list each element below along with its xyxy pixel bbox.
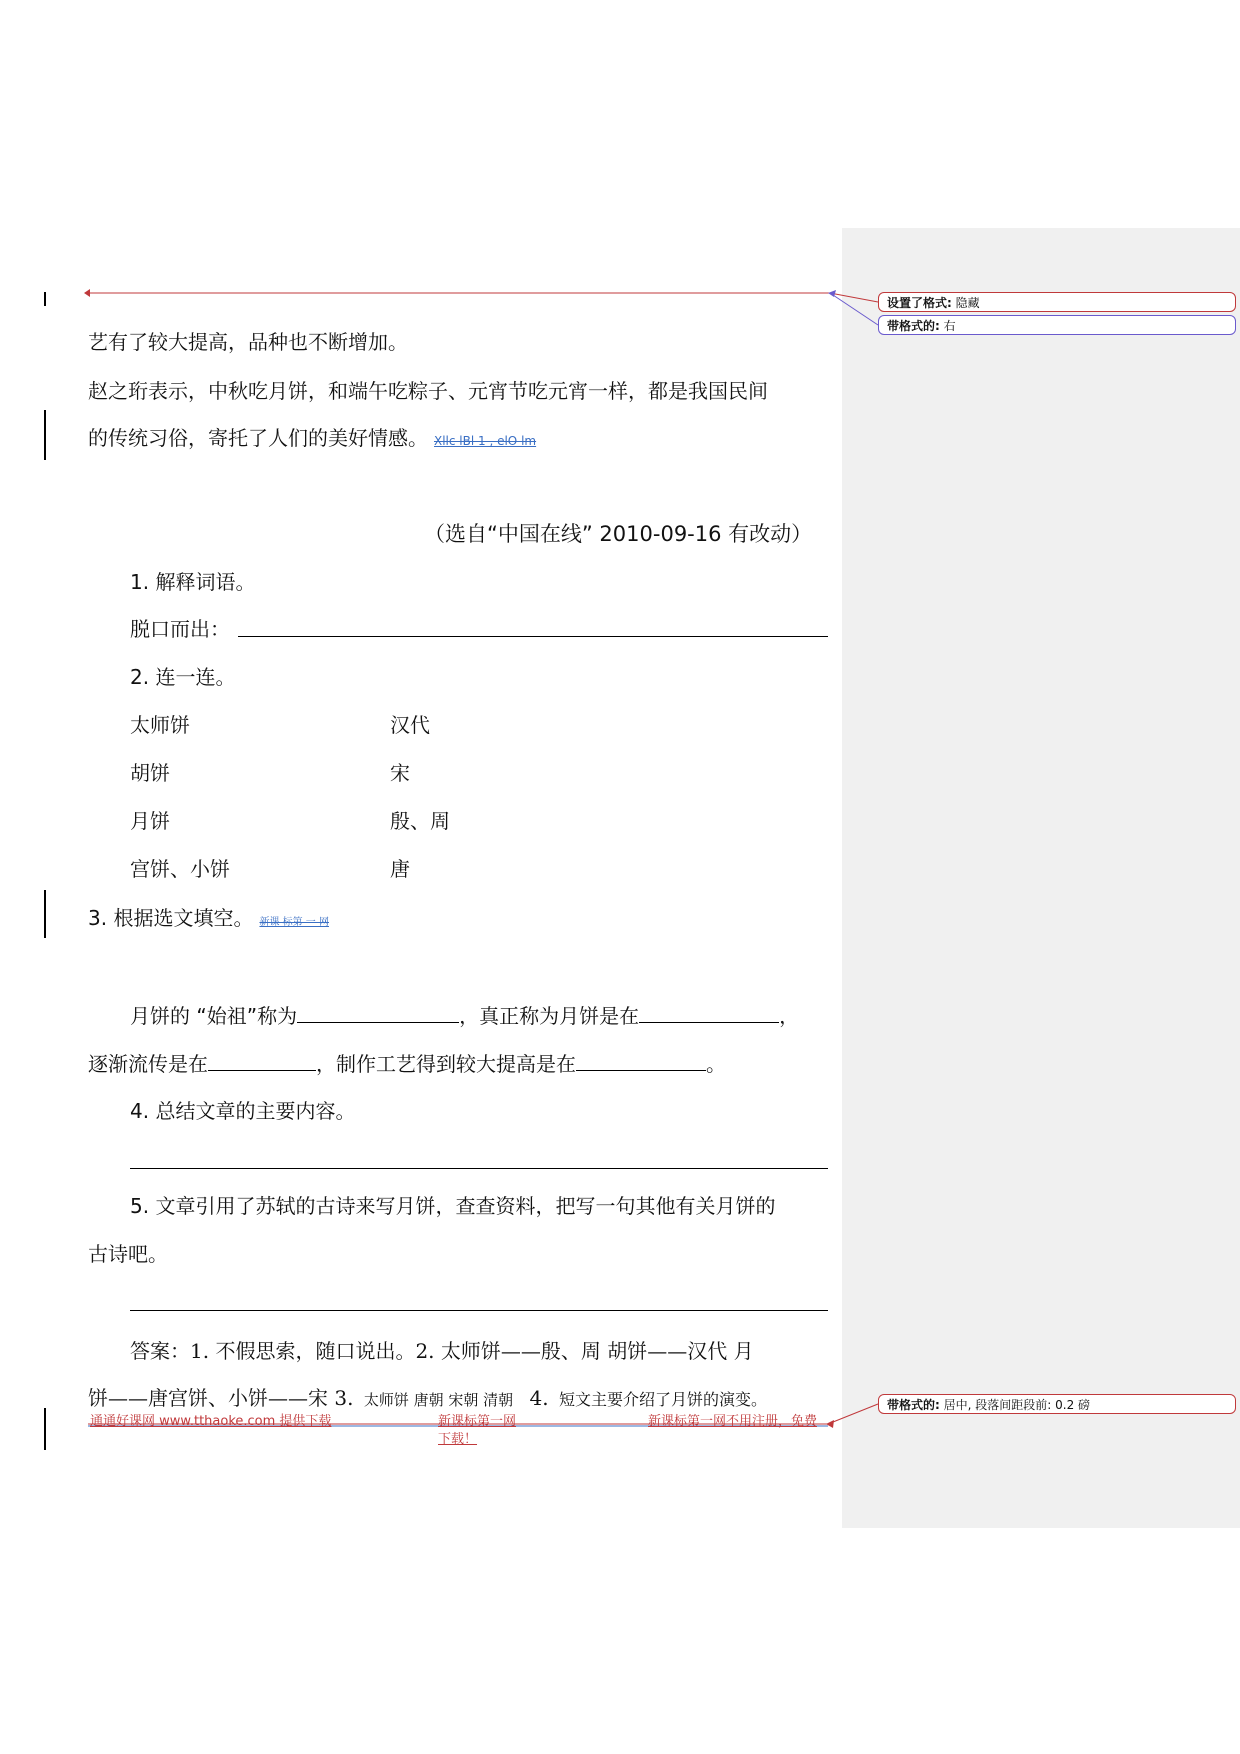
comment-label: 带格式的: xyxy=(887,319,940,333)
match-right-item[interactable]: 殷、周 xyxy=(390,809,450,833)
answer-blank[interactable] xyxy=(297,998,459,1023)
body-text: 的传统习俗，寄托了人们的美好情感。 xyxy=(88,426,428,450)
change-bar xyxy=(44,292,46,306)
answer-text: 短文主要介绍了月饼的演变。 xyxy=(558,1390,767,1409)
answer-text: 4. xyxy=(529,1386,549,1410)
comment-balloon[interactable] xyxy=(878,1394,1236,1414)
answer-key-line xyxy=(88,1382,767,1411)
match-right-item[interactable]: 唐 xyxy=(390,857,410,881)
fill-text: ，制作工艺得到较大提高是在 xyxy=(316,1052,576,1076)
comment-label: 带格式的: xyxy=(887,1398,940,1412)
comment-text: 居中, 段落间距段前: 0.2 磅 xyxy=(943,1398,1091,1412)
fill-text: ，真正称为月饼是在 xyxy=(459,1004,640,1028)
question-1-label: 脱口而出： xyxy=(130,617,230,641)
answer-blank[interactable] xyxy=(130,1286,828,1311)
fill-blank-line xyxy=(130,998,799,1029)
comment-text: 右 xyxy=(943,319,956,333)
match-right-item[interactable]: 汉代 xyxy=(390,713,430,737)
question-4-title: 4. 总结文章的主要内容。 xyxy=(130,1099,356,1123)
comment-label: 设置了格式: xyxy=(887,296,952,310)
fill-text: ， xyxy=(779,1004,800,1028)
answer-text: 太师饼 唐朝 宋朝 清朝 xyxy=(363,1391,514,1409)
fill-text: 月饼的 “始祖”称为 xyxy=(130,1004,298,1028)
question-5-text: 古诗吧。 xyxy=(88,1242,168,1266)
answer-blank[interactable] xyxy=(238,612,828,637)
fill-text: 逐渐流传是在 xyxy=(88,1052,208,1076)
markup-anchor-left xyxy=(84,289,90,297)
comment-text: 隐藏 xyxy=(955,296,980,310)
body-paragraph: 赵之珩表示，中秋吃月饼，和端午吃粽子、元宵节吃元宵一样，都是我国民间 xyxy=(88,379,768,403)
source-citation: （选自“中国在线” 2010-09-16 有改动） xyxy=(424,522,813,546)
footer-middle-link[interactable]: 新课标第一网 xyxy=(438,1414,517,1429)
match-left-item[interactable]: 胡饼 xyxy=(130,761,170,785)
comment-balloon[interactable] xyxy=(878,292,1236,312)
change-bar xyxy=(44,410,46,460)
fill-text: 。 xyxy=(706,1052,726,1076)
fill-blank-line xyxy=(88,1046,726,1077)
footer-right-link[interactable]: 新课标第一网不用注册，免费 xyxy=(648,1414,818,1429)
change-bar xyxy=(44,890,46,938)
tracked-insertion: 新课 标第 一 网 xyxy=(259,917,329,928)
question-5-text: 5. 文章引用了苏轼的古诗来写月饼，查查资料，把写一句其他有关月饼的 xyxy=(130,1194,776,1218)
body-paragraph xyxy=(88,422,536,451)
body-paragraph: 艺有了较大提高，品种也不断增加。 xyxy=(88,330,408,354)
question-3-title xyxy=(88,902,329,931)
question-2-title: 2. 连一连。 xyxy=(130,665,236,689)
tracked-insertion: Xllc lBl 1 , elO lm xyxy=(434,434,537,448)
match-left-item[interactable]: 宫饼、小饼 xyxy=(130,857,230,881)
answer-blank[interactable] xyxy=(130,1144,828,1169)
answer-blank[interactable] xyxy=(576,1046,706,1071)
question-3-text: 3. 根据选文填空。 xyxy=(88,906,254,930)
question-1-title: 1. 解释词语。 xyxy=(130,570,256,594)
match-left-item[interactable]: 月饼 xyxy=(130,809,170,833)
match-left-item[interactable]: 太师饼 xyxy=(130,713,190,737)
answer-blank[interactable] xyxy=(639,998,779,1023)
change-bar xyxy=(44,1408,46,1450)
footer-middle-link-2[interactable]: 下载！ xyxy=(438,1432,478,1447)
answer-text: 饼——唐宫饼、小饼——宋 3. xyxy=(88,1386,354,1410)
answer-blank[interactable] xyxy=(208,1046,316,1071)
match-right-item[interactable]: 宋 xyxy=(390,761,410,785)
comment-balloon[interactable] xyxy=(878,315,1236,335)
answer-key-line: 答案：1. 不假思索，随口说出。2. 太师饼——殷、周 胡饼——汉代 月 xyxy=(130,1339,754,1363)
footer-left-link[interactable]: 通通好课网 www.tthaoke.com 提供下载 xyxy=(90,1414,332,1429)
